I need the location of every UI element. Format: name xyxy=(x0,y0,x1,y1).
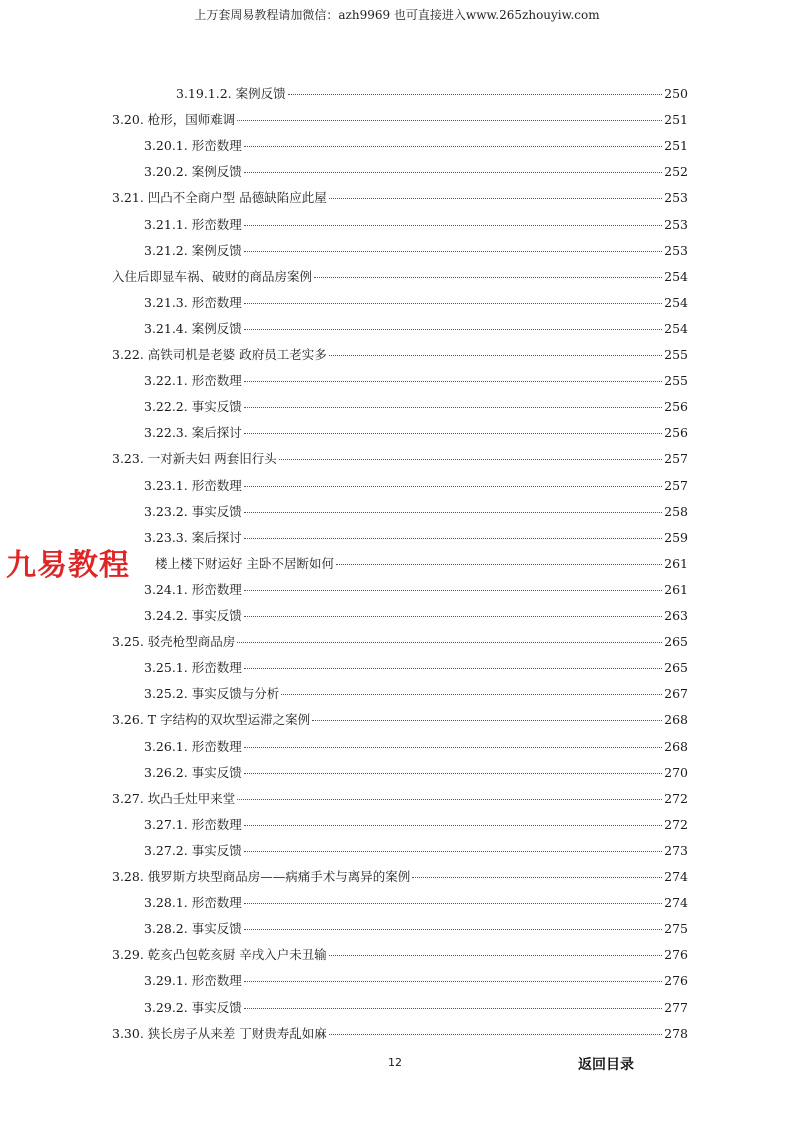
toc-entry-page: 275 xyxy=(664,921,688,937)
toc-entry-title: 入住后即显车祸、破财的商品房案例 xyxy=(112,268,313,284)
toc-entry-title: 3.23.1. 形峦数理 xyxy=(144,477,242,493)
toc-entry[interactable] xyxy=(144,763,688,783)
toc-entry[interactable] xyxy=(144,919,688,939)
toc-entry-title: 3.20.2. 案例反馈 xyxy=(144,164,242,180)
toc-entry[interactable] xyxy=(144,841,688,861)
toc-entry-page: 253 xyxy=(664,242,688,258)
toc-entry-page: 272 xyxy=(664,816,688,832)
toc-entry-title: 3.28.1. 形峦数理 xyxy=(144,895,242,911)
toc-leader-dots xyxy=(244,667,662,669)
toc-entry-title: 3.19.1.2. 案例反馈 xyxy=(176,86,286,101)
toc-entry[interactable] xyxy=(144,215,688,235)
page-header: 上万套周易教程请加微信：azh9969 也可直接进入www.265zhouyiw.com xyxy=(194,8,600,22)
toc-entry-page: 265 xyxy=(664,634,688,650)
toc-leader-dots xyxy=(244,1007,662,1009)
toc-leader-dots xyxy=(329,1033,662,1035)
toc-leader-dots xyxy=(237,798,662,800)
toc-entry-title: 3.22.3. 案后探讨 xyxy=(144,425,242,441)
toc-entry[interactable] xyxy=(112,188,688,208)
toc-entry-title: 3.28.2. 事实反馈 xyxy=(144,921,242,937)
toc-entry[interactable] xyxy=(112,867,688,887)
toc-leader-dots xyxy=(244,902,662,904)
toc-entry-page: 257 xyxy=(664,477,688,493)
toc-entry-title: 3.23.3. 案后探讨 xyxy=(144,529,242,545)
toc-entry-page: 276 xyxy=(664,947,688,963)
toc-entry-title: 3.26.1. 形峦数理 xyxy=(144,738,242,754)
toc-entry-page: 251 xyxy=(664,112,688,128)
toc-entry-page: 250 xyxy=(664,86,688,101)
toc-entry-page: 268 xyxy=(664,738,688,754)
toc-entry[interactable] xyxy=(155,554,688,574)
toc-entry[interactable] xyxy=(144,893,688,913)
toc-entry[interactable] xyxy=(112,1024,688,1044)
toc-entry-page: 254 xyxy=(664,294,688,310)
toc-entry-title: 3.29.2. 事实反馈 xyxy=(144,999,242,1015)
toc-entry-page: 252 xyxy=(664,164,688,180)
page-number: 12 xyxy=(388,1056,402,1069)
toc-entry[interactable] xyxy=(112,945,688,965)
toc-entry-title: 3.21.4. 案例反馈 xyxy=(144,320,242,336)
toc-leader-dots xyxy=(244,485,662,487)
toc-entry-page: 274 xyxy=(664,895,688,911)
toc-entry-page: 258 xyxy=(664,503,688,519)
toc-entry-title: 3.26.2. 事实反馈 xyxy=(144,764,242,780)
toc-entry-title: 3.29.1. 形峦数理 xyxy=(144,973,242,989)
toc-leader-dots xyxy=(244,980,662,982)
toc-entry[interactable] xyxy=(112,345,688,365)
toc-entry-title: 3.22. 高铁司机是老婆 政府员工老实多 xyxy=(112,347,327,362)
toc-entry[interactable] xyxy=(144,136,688,156)
toc-entry-title: 3.21.3. 形峦数理 xyxy=(144,294,242,310)
toc-entry[interactable] xyxy=(144,971,688,991)
toc-leader-dots xyxy=(314,276,662,278)
toc-entry-title: 楼上楼下财运好 主卧不居断如何 xyxy=(155,555,334,571)
toc-entry-page: 272 xyxy=(664,790,688,806)
toc-entry-page: 265 xyxy=(664,660,688,676)
toc-leader-dots xyxy=(244,250,662,252)
toc-entry-title: 3.27.2. 事实反馈 xyxy=(144,842,242,858)
toc-entry-title: 3.23.2. 事实反馈 xyxy=(144,503,242,519)
toc-entry-title: 3.27.1. 形峦数理 xyxy=(144,816,242,832)
toc-entry-page: 255 xyxy=(664,373,688,389)
toc-entry-page: 256 xyxy=(664,399,688,415)
toc-entry[interactable] xyxy=(144,397,688,417)
toc-entry[interactable] xyxy=(144,606,688,626)
toc-leader-dots xyxy=(281,693,662,695)
toc-leader-dots xyxy=(244,380,662,382)
toc-entry[interactable] xyxy=(144,423,688,443)
toc-entry-page: 255 xyxy=(664,347,688,362)
toc-entry-page: 257 xyxy=(664,451,688,467)
toc-entry-title: 3.20.1. 形峦数理 xyxy=(144,138,242,154)
toc-leader-dots xyxy=(244,615,662,617)
toc-leader-dots xyxy=(237,641,662,643)
toc-entry[interactable] xyxy=(112,632,688,652)
toc-entry-title: 3.26. T 字结构的双坎型运滞之案例 xyxy=(112,712,311,728)
toc-entry-title: 3.25. 驳壳枪型商品房 xyxy=(112,634,236,650)
toc-entry-title: 3.25.2. 事实反馈与分析 xyxy=(144,686,280,702)
toc-entry[interactable] xyxy=(144,319,688,339)
toc-leader-dots xyxy=(244,850,662,852)
toc-entry-title: 3.22.2. 事实反馈 xyxy=(144,399,242,415)
toc-entry-title: 3.23. 一对新夫妇 两套旧行头 xyxy=(112,451,277,467)
toc-leader-dots xyxy=(244,928,662,930)
toc-entry-page: 263 xyxy=(664,608,688,623)
toc-entry[interactable] xyxy=(144,476,688,496)
toc-leader-dots xyxy=(329,354,662,356)
toc-entry-page: 256 xyxy=(664,425,688,441)
toc-entry-page: 267 xyxy=(664,686,688,702)
toc-leader-dots xyxy=(244,302,662,304)
toc-entry-title: 3.21.2. 案例反馈 xyxy=(144,242,242,258)
toc-entry[interactable] xyxy=(112,449,688,469)
toc-leader-dots xyxy=(237,119,662,121)
toc-leader-dots xyxy=(329,954,662,956)
toc-entry[interactable] xyxy=(112,110,688,130)
toc-entry-title: 3.22.1. 形峦数理 xyxy=(144,373,242,389)
toc-entry-title: 3.24.2. 事实反馈 xyxy=(144,608,242,623)
toc-entry-title: 3.20. 枪形，国师难调 xyxy=(112,112,236,128)
toc-entry[interactable] xyxy=(144,658,688,678)
toc-entry-page: 254 xyxy=(664,268,688,284)
toc-entry-page: 253 xyxy=(664,190,688,206)
toc-entry[interactable] xyxy=(112,789,688,809)
toc-leader-dots xyxy=(244,772,662,774)
toc-entry-page: 261 xyxy=(664,581,688,597)
toc-leader-dots xyxy=(244,145,662,147)
toc-entry-title: 3.24.1. 形峦数理 xyxy=(144,581,242,597)
toc-entry[interactable] xyxy=(144,162,688,182)
toc-entry[interactable] xyxy=(176,84,688,104)
toc-entry[interactable] xyxy=(144,241,688,261)
toc-leader-dots xyxy=(244,406,662,408)
toc-entry-page: 278 xyxy=(664,1025,688,1041)
toc-leader-dots xyxy=(244,824,662,826)
toc-entry-page: 277 xyxy=(664,999,688,1015)
toc-entry-page: 251 xyxy=(664,138,688,154)
toc-entry[interactable] xyxy=(144,371,688,391)
toc-entry-page: 276 xyxy=(664,973,688,989)
toc-leader-dots xyxy=(244,589,662,591)
toc-entry-page: 254 xyxy=(664,320,688,336)
toc-leader-dots xyxy=(244,224,662,226)
toc-leader-dots xyxy=(336,563,662,565)
toc-entry[interactable] xyxy=(144,580,688,600)
watermark-logo: 九易教程 xyxy=(6,540,134,584)
toc-leader-dots xyxy=(288,93,663,95)
toc-leader-dots xyxy=(312,719,662,721)
toc-entry-title: 3.21. 凹凸不全商户型 品德缺陷应此屋 xyxy=(112,190,327,206)
toc-entry[interactable] xyxy=(144,737,688,757)
toc-entry-title: 3.29. 乾亥凸包乾亥厨 辛戌入户未丑输 xyxy=(112,947,327,963)
toc-entry-title: 3.21.1. 形峦数理 xyxy=(144,216,242,232)
back-to-contents-link[interactable]: 返回目录 xyxy=(578,1057,634,1073)
toc-entry[interactable] xyxy=(112,710,688,730)
toc-leader-dots xyxy=(279,458,662,460)
toc-leader-dots xyxy=(244,328,662,330)
toc-leader-dots xyxy=(244,537,662,539)
toc-entry-title: 3.30. 狭长房子从来差 丁财贵寿乱如麻 xyxy=(112,1025,327,1041)
toc-entry-page: 274 xyxy=(664,869,688,884)
toc-leader-dots xyxy=(329,197,662,199)
toc-leader-dots xyxy=(244,171,662,173)
toc-leader-dots xyxy=(412,876,662,878)
toc-leader-dots xyxy=(244,432,662,434)
toc-leader-dots xyxy=(244,746,662,748)
toc-entry-page: 270 xyxy=(664,764,688,780)
toc-entry[interactable] xyxy=(144,502,688,522)
toc-leader-dots xyxy=(244,511,662,513)
toc-entry[interactable] xyxy=(144,684,688,704)
toc-entry[interactable] xyxy=(144,815,688,835)
toc-entry-page: 273 xyxy=(664,842,688,858)
toc-entry-title: 3.28. 俄罗斯方块型商品房——病痛手术与离异的案例 xyxy=(112,869,411,884)
toc-entry[interactable] xyxy=(144,998,688,1018)
toc-entry-title: 3.27. 坎凸壬灶甲来堂 xyxy=(112,790,236,806)
toc-entry[interactable] xyxy=(144,293,688,313)
toc-entry-title: 3.25.1. 形峦数理 xyxy=(144,660,242,676)
toc-entry[interactable] xyxy=(144,528,688,548)
toc-entry-page: 261 xyxy=(664,555,688,571)
toc-entry-page: 268 xyxy=(664,712,688,728)
toc-entry-page: 253 xyxy=(664,216,688,232)
toc-entry[interactable] xyxy=(112,267,688,287)
toc-entry-page: 259 xyxy=(664,529,688,545)
